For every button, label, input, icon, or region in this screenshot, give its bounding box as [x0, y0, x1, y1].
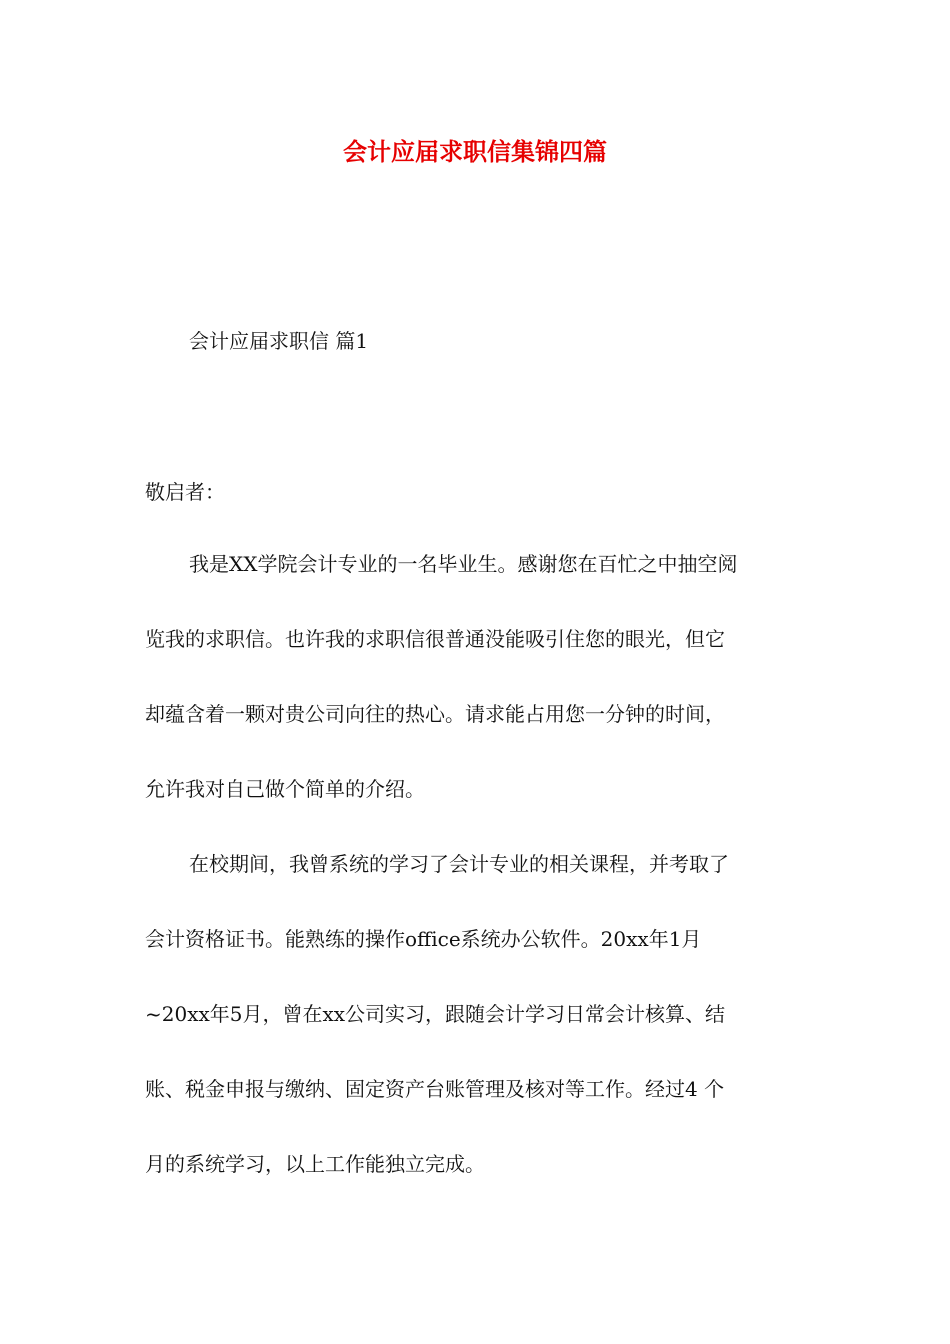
paragraph-2-line-1: 在校期间，我曾系统的学习了会计专业的相关课程，并考取了	[189, 852, 729, 876]
paragraph-2-line-2: 会计资格证书。能熟练的操作office系统办公软件。20xx年1月	[145, 927, 702, 951]
paragraph-1-line-4: 允许我对自己做个简单的介绍。	[145, 777, 425, 801]
paragraph-2-line-3: ~20xx年5月，曾在xx公司实习，跟随会计学习日常会计核算、结	[145, 1002, 726, 1026]
document-title: 会计应届求职信集锦四篇	[343, 138, 607, 166]
paragraph-1-line-3: 却蕴含着一颗对贵公司向往的热心。请求能占用您一分钟的时间，	[145, 702, 725, 726]
section-heading: 会计应届求职信 篇1	[189, 329, 369, 353]
paragraph-2-line-5: 月的系统学习，以上工作能独立完成。	[145, 1152, 485, 1176]
paragraph-1-line-2: 览我的求职信。也许我的求职信很普通没能吸引住您的眼光，但它	[145, 627, 725, 651]
salutation: 敬启者：	[145, 480, 225, 504]
paragraph-2-line-4: 账、税金申报与缴纳、固定资产台账管理及核对等工作。经过4 个	[145, 1077, 725, 1101]
paragraph-1-line-1: 我是XX学院会计专业的一名毕业生。感谢您在百忙之中抽空阅	[189, 552, 738, 576]
